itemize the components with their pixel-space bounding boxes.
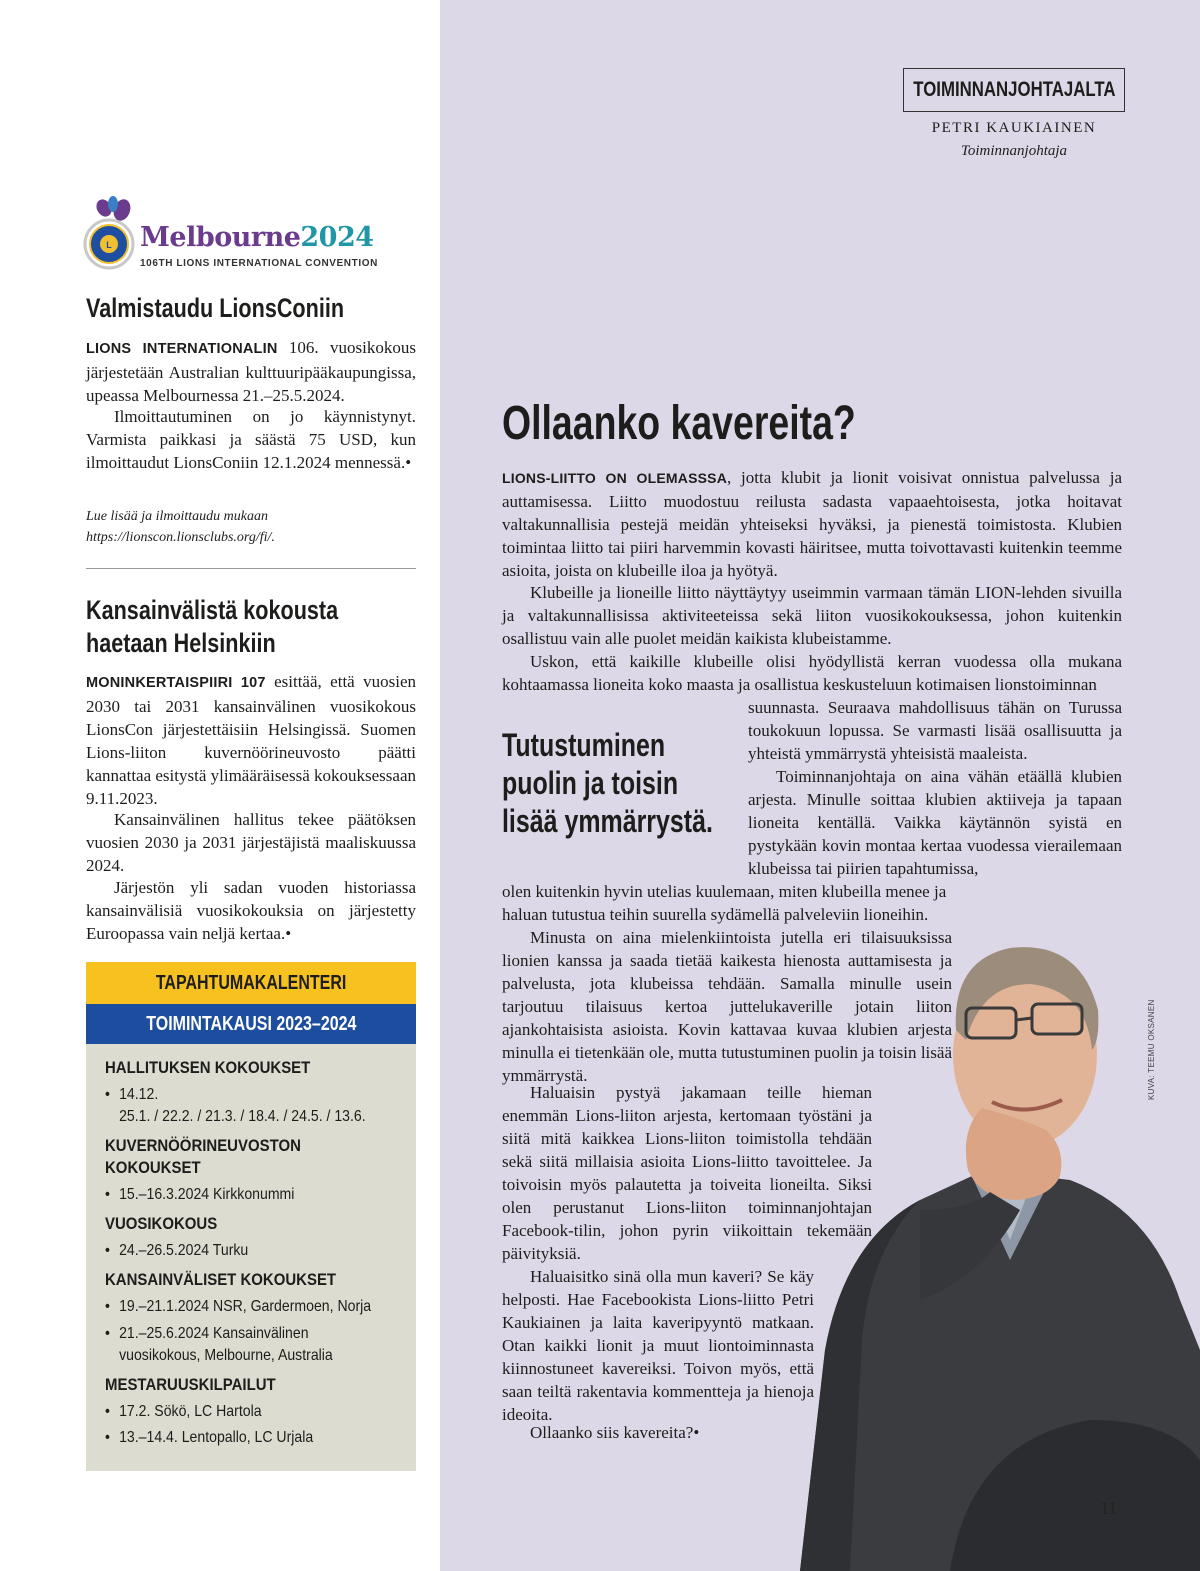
article1-p1: LIONS INTERNATIONALIN 106. vuosikokous järjestetään Australian kulttuuripääkaupungissa, upeassa Melbournessa 21.–25.5.2024. bbox=[86, 338, 416, 405]
article-p3b: suunnasta. Seuraava mahdollisuus tähän on Turussa toukokuun lopussa. Se varmasti lisää osallisuutta ja yhteistä ymmärrystä yhteisistä maaleista. bbox=[748, 698, 1122, 763]
calendar-item: • 17.2. Sökö, LC Hartola bbox=[105, 1403, 262, 1420]
article-p2: Klubeille ja lioneille liitto näyttäytyy useimmin varmaan tämän LION-lehden sivuilla ja valtakunnallisissa aktiviteeteissa sekä liiton vuosikokouksessa, johon kuitenkin osallistuu vain alle puolet meidän kaikista klubeistamme. bbox=[502, 583, 1122, 648]
divider bbox=[86, 568, 416, 569]
article-p6: Haluaisin pystyä jakamaan teille hieman enemmän Lions-liiton arjesta, kertomaan työstäni ja siitä mitä kaikkea Lions-liiton toimistolla tehdään sekä siitä millaisia asioita Lions-liitto tavoittelee. Ja toivoisin myös palautetta ja toiveita lioneilta. Siksi olen perustanut Lions-liiton toiminnanjohtajan Facebook-tilin, johon pyrin viikoittain tekemään päivityksiä. bbox=[502, 1083, 872, 1263]
article1-note: Lue lisää ja ilmoittaudu mukaan https://lionscon.lionsclubs.org/fi/. bbox=[86, 506, 416, 548]
calendar-title: TAPAHTUMAKALENTERI bbox=[155, 972, 347, 994]
article-p7: Haluaisitko sinä olla mun kaveri? Se käy helposti. Hae Facebookista Lions-liitto Petri Kaukiainen ja laita kaveripyyntö matkaan. Otan kaikki lionit ja muut liontoiminnasta kiinnostuneet kavereiksi. Toivon myös, että saan teiltä rakentavia kommentteja ja hienoja ideoita. bbox=[502, 1267, 814, 1424]
article1-p2: Ilmoittautuminen on jo käynnistynyt. Varmista paikkasi ja säästä 75 USD, kun ilmoittaudut LionsConiin 12.1.2024 mennessä.• bbox=[86, 407, 416, 472]
calendar-item: • 15.–16.3.2024 Kirkkonummi bbox=[105, 1186, 295, 1203]
article-title: Ollaanko kavereita? bbox=[502, 397, 856, 450]
article2-p2: Kansainvälinen hallitus tekee päätöksen vuosien 2030 ja 2031 järjestäjistä maaliskuussa 2024. bbox=[86, 810, 416, 875]
calendar-item: • 19.–21.1.2024 NSR, Gardermoen, Norja bbox=[105, 1298, 372, 1315]
article-p4b: olen kuitenkin hyvin utelias kuulemaan, miten klubeilla menee ja haluan tutustua teihin suurella sydämellä palveleviin lioneihin. bbox=[502, 882, 947, 924]
author-role: Toiminnanjohtaja bbox=[960, 143, 1068, 159]
author-name: PETRI KAUKIAINEN bbox=[931, 120, 1097, 136]
article-p5: Minusta on aina mielenkiintoista jutella eri tilaisuuksissa lionien kanssa ja saada tietää kaikesta hienosta auttamisesta ja palvelusta, jota klubeissa tehdään. Samalla minulle usein tarjoutuu tilaisuus kertoa juttelukaverille jotain liiton ajankohtaisista asioista. Kovin kattavaa kuvaa klubien arjesta minulla ei tietenkään ole, mutta tutustuminen puolin ja toisin lisää ymmärrystä. bbox=[502, 928, 952, 1085]
calendar-heading: HALLITUKSEN KOKOUKSET bbox=[105, 1058, 311, 1077]
article-p1: LIONS-LIITTO ON OLEMASSSA, jotta klubit ja lionit voisivat onnistua palvelussa ja auttamisessa. Liitto muodostuu reilusta sadasta vapaaehtoisesta, jotka hoitavat valtakunnallisia pestejä meidän yhteiseksi hyväksi, ja pienestä toimistosta. Klubien toimintaa liitto tai piiri harvemmin kovasti häiritsee, mutta toivottavasti kuitenkin teemme asioita, joista on klubeille iloa ja hyötyä. bbox=[502, 468, 1122, 580]
logo-subtitle: 106TH LIONS INTERNATIONAL CONVENTION bbox=[140, 258, 378, 269]
lions-emblem-icon bbox=[82, 196, 142, 276]
calendar-heading: VUOSIKOKOUS bbox=[105, 1214, 218, 1233]
calendar-heading: KANSAINVÄLISET KOKOUKSET bbox=[105, 1270, 337, 1289]
calendar-item: • 13.–14.4. Lentopallo, LC Urjala bbox=[105, 1429, 314, 1446]
article2-p1: MONINKERTAISPIIRI 107 esittää, että vuosien 2030 tai 2031 kansainvälinen vuosikokous LionsCon järjestettäisiin Helsingissä. Suomen Lions-liiton kuvernöörineuvosto päätti kannattaa esitystä ylimääräisessä kokouksessaan 9.11.2023. bbox=[86, 672, 417, 808]
calendar-item: • 24.–26.5.2024 Turku bbox=[105, 1242, 249, 1259]
event-calendar bbox=[86, 962, 416, 1471]
article1-link[interactable]: https://lionscon.lionsclubs.org/fi/. bbox=[86, 530, 275, 545]
article2-p3: Järjestön yli sadan vuoden historiassa kansainvälisiä vuosikokouksia on järjestetty Euroopassa vain neljä kertaa.• bbox=[86, 878, 416, 943]
calendar-heading: MESTARUUSKILPAILUT bbox=[105, 1375, 276, 1394]
calendar-item: • 21.–25.6.2024 Kansainvälinen vuosikokous, Melbourne, Australia bbox=[105, 1325, 333, 1364]
photo-credit: KUVA: TEEMU OKSANEN bbox=[1147, 999, 1156, 1100]
section-label: TOIMINNANJOHTAJALTA bbox=[903, 68, 1125, 112]
pull-quote: Tutustuminen puolin ja toisin lisää ymmärrystä. bbox=[502, 727, 713, 839]
article-p3a: Uskon, että kaikille klubeille olisi hyödyllistä kerran vuodessa olla mukana kohtaamassa lioneita koko maasta ja osallistua keskusteluun kotimaisen lionstoiminnan bbox=[502, 652, 1122, 694]
svg-text:L: L bbox=[106, 240, 112, 250]
melbourne-2024-logo bbox=[82, 196, 422, 276]
article1-title: Valmistaudu LionsConiin bbox=[86, 293, 345, 323]
calendar-item: • 14.12. 25.1. / 22.2. / 21.3. / 18.4. / 24.5. / 13.6. bbox=[105, 1086, 366, 1125]
article-p8: Ollaanko siis kavereita?• bbox=[530, 1423, 700, 1442]
article2-title: Kansainvälistä kokousta haetaan Helsinkiin bbox=[86, 595, 339, 658]
calendar-subtitle: TOIMINTAKAUSI 2023–2024 bbox=[145, 1013, 357, 1035]
article-p4a: Toiminnanjohtaja on aina vähän etäällä klubien arjesta. Minulle soittaa klubien aktiiveja ja tapaan lioneita kentällä. Vaikka käytännön syistä en pystykään kovin montaa kertaa vuodessa vierailemaan klubeissa tai piirien tapahtumissa, bbox=[748, 767, 1122, 878]
logo-title: Melbourne2024 bbox=[140, 222, 374, 253]
page-number: 11 bbox=[1100, 1498, 1118, 1518]
calendar-heading: KUVERNÖÖRINEUVOSTON KOKOUKSET bbox=[105, 1136, 301, 1177]
